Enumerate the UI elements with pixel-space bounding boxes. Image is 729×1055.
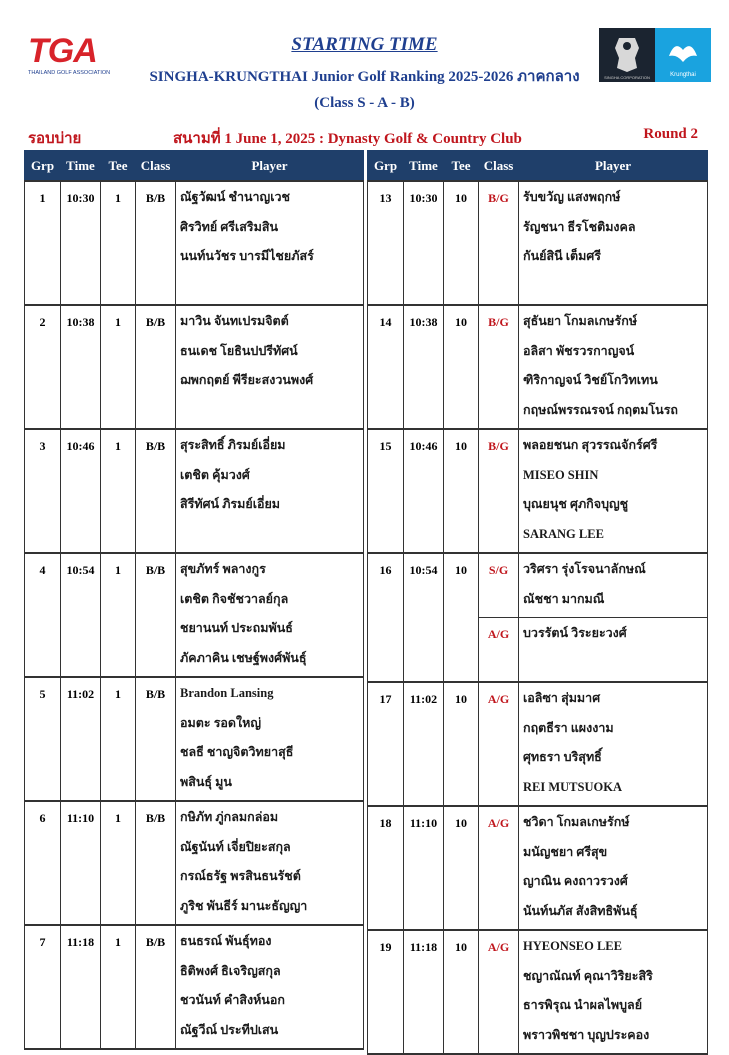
player-name: วริศรา รุ่งโรจนาลักษณ์ bbox=[523, 562, 646, 576]
tee-number: 10 bbox=[444, 930, 479, 1054]
group-number: 4 bbox=[25, 553, 61, 677]
player-name: กฤตธีรา แผงงาม bbox=[523, 720, 614, 735]
player-list bbox=[519, 930, 708, 1054]
player-list bbox=[519, 429, 708, 553]
player-list bbox=[519, 806, 708, 930]
tee-time: 11:10 bbox=[404, 806, 444, 930]
tee-number: 1 bbox=[101, 305, 136, 429]
singha-logo bbox=[599, 28, 655, 82]
table-row bbox=[368, 806, 708, 930]
player-name: เตชิต กิจชัชวาลย์กุล bbox=[180, 591, 289, 606]
group-number: 13 bbox=[368, 181, 404, 305]
tee-number: 1 bbox=[101, 181, 136, 305]
player-list bbox=[176, 801, 364, 925]
player-name: REI MUTSUOKA bbox=[523, 779, 622, 794]
svg-text:Krungthai: Krungthai bbox=[670, 72, 696, 78]
player-name: ศิรวิทย์ ศรีเสริมสิน bbox=[180, 219, 279, 234]
tournament-name: SINGHA-KRUNGTHAI Junior Golf Ranking 2025-2026 ภาคกลาง bbox=[149, 69, 580, 85]
tga-logo-mark: TGA bbox=[28, 32, 97, 70]
player-name: สิรีทัศน์ ภิรมย์เอี่ยม bbox=[180, 497, 281, 511]
player-name: ณัฐนันท์ เจี่ยปิยะสกุล bbox=[180, 839, 291, 854]
tee-number: 10 bbox=[444, 429, 479, 553]
tee-time: 10:54 bbox=[404, 553, 444, 682]
player-name: ชวิดา โกมลเกษรักษ์ bbox=[523, 815, 630, 829]
player-name: เอลิซา สุ่มมาศ bbox=[523, 691, 601, 705]
class-code: B/G bbox=[479, 429, 519, 553]
col-class: Class bbox=[479, 151, 519, 182]
table-row bbox=[25, 925, 364, 1049]
tee-number: 10 bbox=[444, 806, 479, 930]
player-name: ชวนันท์ คำสิงห์นอก bbox=[180, 993, 285, 1007]
player-name bbox=[523, 652, 707, 682]
player-name bbox=[523, 275, 707, 305]
class-code: B/G bbox=[479, 305, 519, 429]
group-number: 17 bbox=[368, 682, 404, 806]
table-header-row bbox=[25, 151, 364, 182]
player-name: ณัฐวีณ์ ประทีปเสน bbox=[180, 1022, 279, 1037]
player-name: รับขวัญ แสงพฤกษ์ bbox=[523, 190, 621, 204]
col-class: Class bbox=[136, 151, 176, 182]
player-name: ธิติพงศ์ ธิเจริญสกุล bbox=[180, 963, 281, 978]
class-code: B/B bbox=[136, 677, 176, 801]
player-name: กันย์สินี เต็มศรี bbox=[523, 249, 602, 263]
table-row bbox=[368, 305, 708, 429]
player-name: ญาณิน คงถาวรวงศ์ bbox=[523, 874, 628, 888]
player-name: ชยานนท์ ประถมพันธ์ bbox=[180, 621, 293, 635]
svg-text:SINGHA CORPORATION: SINGHA CORPORATION bbox=[604, 75, 650, 80]
player-name: ศุทธรา บริสุทธิ์ bbox=[523, 750, 602, 764]
group-number: 1 bbox=[25, 181, 61, 305]
tee-time: 10:38 bbox=[404, 305, 444, 429]
player-name: รัญชนา ธีรโชติมงคล bbox=[523, 219, 636, 234]
venue-date: สนามที่ 1 June 1, 2025 : Dynasty Golf & Country Club bbox=[173, 131, 522, 147]
player-name: นนท์นวัชร บารมีไชยภัสร์ bbox=[180, 249, 314, 263]
schedule-table-right bbox=[367, 150, 708, 1055]
player-name: กฤษณ์พรรณรจน์ กฤตมโนรถ bbox=[523, 402, 678, 417]
tee-time: 11:18 bbox=[61, 925, 101, 1049]
tee-number: 10 bbox=[444, 553, 479, 682]
player-list bbox=[176, 181, 364, 305]
table-row bbox=[368, 930, 708, 1054]
player-list bbox=[176, 305, 364, 429]
player-name: MISEO SHIN bbox=[523, 467, 599, 482]
player-name: ธนธรณ์ พันธุ์ทอง bbox=[180, 934, 272, 948]
page-header bbox=[0, 0, 729, 150]
player-name bbox=[180, 275, 363, 305]
class-code: A/G bbox=[479, 618, 519, 683]
class-code: A/G bbox=[479, 682, 519, 806]
class-code: B/B bbox=[136, 801, 176, 925]
player-name: ชลธี ชาญจิตวิทยาสุธี bbox=[180, 745, 294, 759]
player-name: พราวพิชชา บุญประคอง bbox=[523, 1027, 650, 1042]
tee-number: 1 bbox=[101, 925, 136, 1049]
player-list bbox=[176, 925, 364, 1049]
player-list bbox=[519, 181, 708, 305]
player-list bbox=[519, 618, 708, 683]
krungthai-bird-icon bbox=[655, 28, 711, 82]
page-title: STARTING TIME bbox=[291, 34, 438, 55]
col-tee: Tee bbox=[101, 151, 136, 182]
player-name: Brandon Lansing bbox=[180, 686, 274, 700]
group-number: 19 bbox=[368, 930, 404, 1054]
player-name: อมตะ รอดใหญ่ bbox=[180, 715, 262, 730]
player-name: ณัฐวัฒน์ ชำนาญเวช bbox=[180, 190, 290, 204]
player-name: ฌพกฤตย์ พีรียะสงวนพงศ์ bbox=[180, 373, 314, 387]
group-number: 14 bbox=[368, 305, 404, 429]
player-name: นันท์นภัส สังสิทธิพันธุ์ bbox=[523, 903, 638, 918]
player-list bbox=[519, 682, 708, 806]
tee-time: 10:46 bbox=[61, 429, 101, 553]
col-time: Time bbox=[61, 151, 101, 182]
tee-number: 1 bbox=[101, 677, 136, 801]
table-row bbox=[368, 429, 708, 553]
player-name: ณัชชา มากมณี bbox=[523, 591, 605, 606]
player-name bbox=[180, 523, 363, 553]
group-number: 15 bbox=[368, 429, 404, 553]
col-tee: Tee bbox=[444, 151, 479, 182]
table-row bbox=[25, 801, 364, 925]
group-number: 5 bbox=[25, 677, 61, 801]
player-name: ภัคภาคิน เชษฐ์พงศ์พันธุ์ bbox=[180, 650, 307, 665]
player-name: พลอยชนก สุวรรณจักร์ศรี bbox=[523, 438, 658, 452]
player-name: HYEONSEO LEE bbox=[523, 939, 622, 953]
player-name: มนัญชยา ศรีสุข bbox=[523, 844, 608, 859]
singha-lion-icon bbox=[599, 28, 655, 82]
player-list bbox=[176, 429, 364, 553]
player-name: ชญาณัณท์ คุณาวิริยะสิริ bbox=[523, 968, 653, 983]
tee-number: 10 bbox=[444, 181, 479, 305]
class-code: B/B bbox=[136, 305, 176, 429]
player-name: ภูริช พันธีร์ มานะธัญญา bbox=[180, 898, 308, 913]
class-code: B/B bbox=[136, 181, 176, 305]
player-name: สุขภัทร์ พลางกูร bbox=[180, 562, 266, 576]
table-row bbox=[368, 553, 708, 618]
tga-logo-subtitle: THAILAND GOLF ASSOCIATION bbox=[28, 70, 111, 76]
group-number: 16 bbox=[368, 553, 404, 682]
player-name bbox=[180, 399, 363, 429]
player-name: เตชิต คุ้มวงศ์ bbox=[180, 467, 250, 482]
col-grp: Grp bbox=[25, 151, 61, 182]
table-row bbox=[25, 305, 364, 429]
sponsor-logos bbox=[599, 28, 711, 82]
group-number: 18 bbox=[368, 806, 404, 930]
table-row bbox=[25, 181, 364, 305]
player-name: กษิภัท ภู่กลมกล่อม bbox=[180, 810, 279, 824]
class-code: A/G bbox=[479, 930, 519, 1054]
table-row bbox=[25, 429, 364, 553]
group-number: 7 bbox=[25, 925, 61, 1049]
player-name: ธนเดช โยธินปปรีทัศน์ bbox=[180, 343, 298, 358]
table-row bbox=[368, 181, 708, 305]
class-code: B/B bbox=[136, 429, 176, 553]
col-player: Player bbox=[519, 151, 708, 182]
player-name: สุธันยา โกมลเกษรักษ์ bbox=[523, 314, 638, 328]
table-row bbox=[25, 553, 364, 677]
group-number: 6 bbox=[25, 801, 61, 925]
table-row bbox=[25, 677, 364, 801]
tee-number: 1 bbox=[101, 553, 136, 677]
player-list bbox=[176, 677, 364, 801]
tee-time: 11:02 bbox=[61, 677, 101, 801]
tee-number: 10 bbox=[444, 305, 479, 429]
col-grp: Grp bbox=[368, 151, 404, 182]
table-header-row bbox=[368, 151, 708, 182]
info-bar bbox=[28, 126, 698, 146]
player-list bbox=[519, 305, 708, 429]
class-code: S/G bbox=[479, 553, 519, 618]
class-code: B/G bbox=[479, 181, 519, 305]
tee-number: 1 bbox=[101, 429, 136, 553]
class-code: B/B bbox=[136, 925, 176, 1049]
player-list bbox=[176, 553, 364, 677]
player-list bbox=[519, 553, 708, 618]
tee-time: 10:54 bbox=[61, 553, 101, 677]
player-name: บวรรัตน์ วิระยะวงศ์ bbox=[523, 626, 627, 640]
tee-time: 11:18 bbox=[404, 930, 444, 1054]
tee-time: 11:02 bbox=[404, 682, 444, 806]
class-code: B/B bbox=[136, 553, 176, 677]
player-name: อลิสา พัชรวรกาญจน์ bbox=[523, 343, 635, 358]
round-thai-label: รอบบ่าย bbox=[28, 131, 82, 147]
schedule-table-left bbox=[24, 150, 364, 1050]
col-time: Time bbox=[404, 151, 444, 182]
player-name: สุระสิทธิ์ ภิรมย์เอี่ยม bbox=[180, 438, 286, 452]
col-player: Player bbox=[176, 151, 364, 182]
tee-time: 10:30 bbox=[61, 181, 101, 305]
player-name: กรณ์ธรัฐ พรสินธนรัชต์ bbox=[180, 869, 301, 883]
tee-time: 10:38 bbox=[61, 305, 101, 429]
class-code: A/G bbox=[479, 806, 519, 930]
tee-time: 11:10 bbox=[61, 801, 101, 925]
player-name: SARANG LEE bbox=[523, 526, 604, 541]
tee-number: 10 bbox=[444, 682, 479, 806]
group-number: 2 bbox=[25, 305, 61, 429]
tee-time: 10:30 bbox=[404, 181, 444, 305]
table-row bbox=[368, 682, 708, 806]
player-name: มาวิน จันทเปรมจิตต์ bbox=[180, 314, 289, 328]
group-number: 3 bbox=[25, 429, 61, 553]
player-name: ฑิริกาญจน์ วิชย์โกวิทเทน bbox=[523, 373, 658, 387]
class-line: (Class S - A - B) bbox=[314, 95, 415, 111]
krungthai-logo bbox=[655, 28, 711, 82]
player-name: พสินธุ์ มูน bbox=[180, 774, 232, 789]
round-number: Round 2 bbox=[643, 126, 698, 142]
player-name: ธารพิรุณ นำผลไพบูลย์ bbox=[523, 998, 643, 1012]
tee-number: 1 bbox=[101, 801, 136, 925]
player-name: บุณยนุช ศุภกิจบุญชู bbox=[523, 497, 629, 511]
tee-time: 10:46 bbox=[404, 429, 444, 553]
